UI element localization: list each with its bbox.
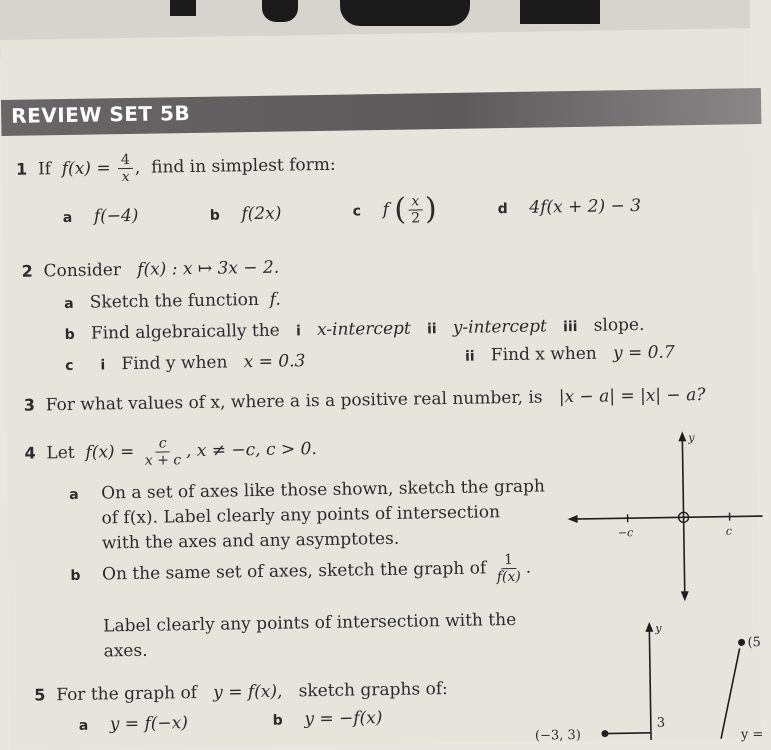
q2-part-b <box>64 315 644 345</box>
roman-label: ii <box>426 321 437 338</box>
q3-expression: |x − a| = |x| − a? <box>558 384 706 408</box>
q2c-ii-expression: y = 0.7 <box>612 342 675 364</box>
q3-text: For what values of x, where a is a positive real number, is <box>45 387 543 416</box>
q5b-expression: y = −f(x) <box>304 708 383 730</box>
q1-function: f(x) <box>61 158 92 180</box>
q4-part-a-line1: On a set of axes like those shown, sketch the graph <box>100 476 546 504</box>
roman-label: i <box>100 357 106 374</box>
q1c-fraction: $\frac{x}{2}$ <box>408 193 423 226</box>
neg-c-label: −c <box>617 526 634 540</box>
question-3 <box>24 385 706 416</box>
decorative-shape <box>520 0 600 24</box>
point-right-label: (5 <box>747 635 762 651</box>
q2a-text: Sketch the function <box>89 289 260 313</box>
part-label: b <box>272 712 283 729</box>
q2a-function: f. <box>269 289 281 310</box>
q1-part-c <box>352 193 437 227</box>
question-1 <box>16 149 336 187</box>
q2c-ii-text: Find x when <box>490 343 597 366</box>
y-axis-arrow-up <box>645 622 653 632</box>
paren: ( <box>394 192 407 228</box>
point-left <box>601 730 608 737</box>
y-axis-arrow-up <box>678 431 686 441</box>
paren: ) <box>424 191 437 227</box>
q4-part-a-line2: of f(x). Label clearly any points of intersection <box>101 502 501 529</box>
section-banner <box>1 88 761 136</box>
x-axis-arrow-left <box>568 515 578 523</box>
q1-fraction: $\frac{4}{x}$ <box>118 152 133 185</box>
q1-if: If <box>37 159 52 180</box>
q4-function: f(x) = <box>85 441 135 463</box>
decorative-shape <box>170 0 196 16</box>
y-axis-arrow-down <box>681 591 689 601</box>
roman-label: iii <box>562 318 578 336</box>
q4-let: Let <box>46 442 75 464</box>
pos-c-label: c <box>725 524 733 538</box>
q4b-text: On the same set of axes, sketch the graph of <box>101 558 487 585</box>
q2b-i-text: x-intercept <box>316 318 411 341</box>
q2c-i-expression: x = 0.3 <box>243 351 306 373</box>
question-number: 2 <box>21 261 33 281</box>
q2-intro: Consider <box>43 260 122 282</box>
q5-expression: y = f(x), <box>213 681 283 703</box>
q5-graph-figure <box>519 618 764 744</box>
q4-axes-figure <box>566 428 759 601</box>
q1-comma: , <box>134 157 141 178</box>
point-left-label: (−3, 3) <box>534 727 581 744</box>
q5-part-a <box>79 713 188 736</box>
part-label: b <box>64 326 75 344</box>
point-right <box>738 639 745 646</box>
q1a-expression: f(−4) <box>93 205 139 227</box>
graph-segment <box>605 733 651 734</box>
x-axis <box>574 516 763 519</box>
q5-part-b <box>273 708 383 731</box>
q4-part-a-label <box>69 484 79 505</box>
q5-text2: sketch graphs of: <box>298 679 448 702</box>
q2b-ii-text: y-intercept <box>452 316 548 338</box>
q1-part-a <box>63 206 139 228</box>
question-number: 5 <box>34 685 46 705</box>
textbook-page <box>0 28 764 750</box>
asymptote-label: y = <box>740 727 764 743</box>
part-label: a <box>78 717 89 734</box>
part-label: b <box>70 567 81 584</box>
q4-part-b-line2: axes. <box>103 640 148 662</box>
q1b-expression: f(2x) <box>241 203 282 225</box>
part-label: b <box>209 207 220 224</box>
part-label: a <box>64 295 74 313</box>
question-number: 1 <box>15 159 28 179</box>
question-2 <box>21 258 279 282</box>
part-label: c <box>65 357 74 375</box>
question-5 <box>34 679 448 705</box>
q2-part-c-ii <box>465 342 675 366</box>
q1-part-d <box>498 196 642 219</box>
part-label: a <box>62 209 73 227</box>
section-title: REVIEW SET 5B <box>11 101 191 128</box>
q4-fraction: $\frac{c}{x + c}$ <box>144 435 182 469</box>
decorative-shape <box>262 0 298 22</box>
q1-instruction: find in simplest form: <box>151 154 336 178</box>
q2b-iii-text: slope. <box>593 314 645 336</box>
q2c-i-text: Find y when <box>121 352 228 375</box>
q4-conditions: , x ≠ −c, c > 0. <box>185 439 317 462</box>
graph-curve <box>720 648 741 738</box>
q4b-period: . <box>525 557 532 578</box>
q4b-fraction: $\frac{1}{f(x)}$ <box>496 552 521 586</box>
q2b-text: Find algebraically the <box>90 320 280 344</box>
roman-label: ii <box>464 348 475 365</box>
q1d-expression: 4f(x + 2) − 3 <box>529 195 642 218</box>
q1-part-b <box>210 204 282 226</box>
q2-part-c <box>65 351 306 376</box>
q4-part-b <box>70 552 531 592</box>
q2-part-a <box>64 290 281 314</box>
q5a-expression: y = f(−x) <box>109 713 189 735</box>
part-label: d <box>497 201 508 218</box>
part-label: a <box>69 486 79 503</box>
q5-text: For the graph of <box>56 682 198 706</box>
decorative-shape <box>340 0 470 26</box>
part-label: c <box>352 203 362 220</box>
roman-label: i <box>295 323 301 340</box>
y-axis-label: y <box>655 621 662 635</box>
q4-part-a-line3: with the axes and any asymptotes. <box>101 528 400 554</box>
y-axis-label: y <box>688 431 695 445</box>
question-number: 4 <box>24 443 36 463</box>
question-number: 3 <box>23 395 36 415</box>
tick-label-3: 3 <box>656 715 666 731</box>
q4-part-b-line1: Label clearly any points of intersection with the <box>103 609 517 637</box>
q1c-function: f <box>382 199 390 221</box>
q2-expression: f(x) : x ↦ 3x − 2. <box>137 257 280 280</box>
q1-equals: = <box>96 158 111 179</box>
question-4 <box>24 433 317 471</box>
y-axis <box>649 630 651 740</box>
